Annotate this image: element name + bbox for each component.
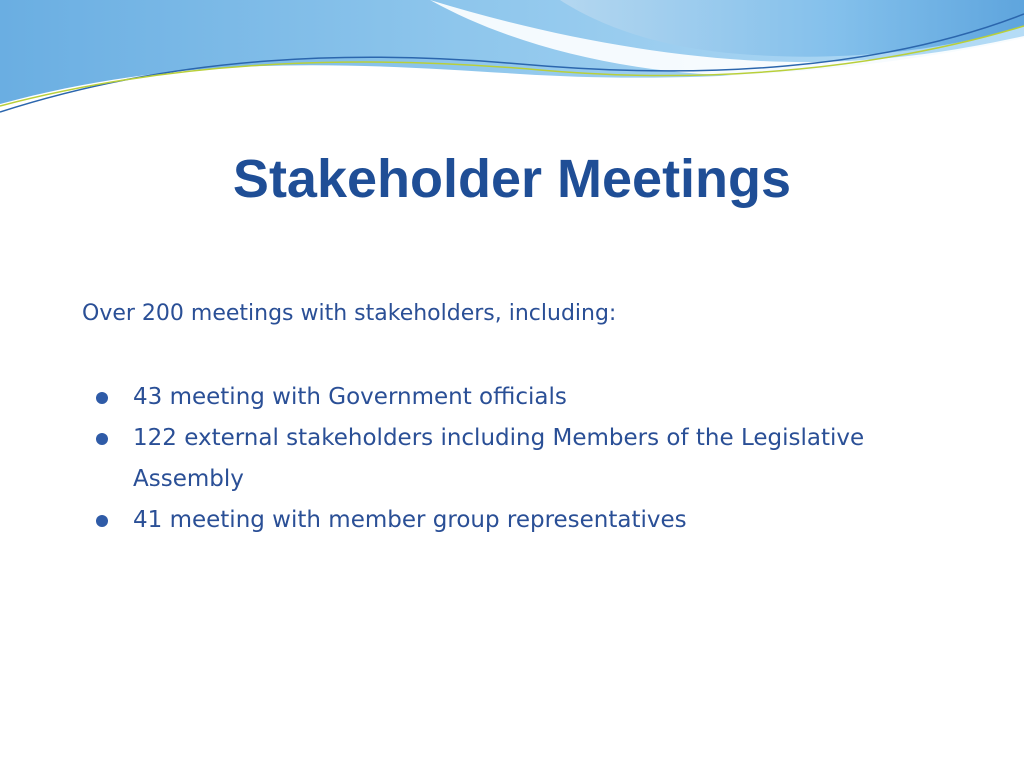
bullet-dot-icon	[96, 433, 108, 445]
list-item	[82, 377, 942, 418]
bullet-dot-icon	[96, 392, 108, 404]
wave-header-decoration	[0, 0, 1024, 130]
list-item	[82, 500, 942, 541]
intro-text: Over 200 meetings with stakeholders, including:	[82, 301, 617, 326]
list-item	[82, 418, 942, 500]
slide-title: Stakeholder Meetings	[232, 149, 792, 209]
bullet-list	[82, 377, 942, 541]
bullet-text: 122 external stakeholders including Members of the Legislative Assembly	[133, 425, 865, 492]
bullet-dot-icon	[96, 515, 108, 527]
bullet-text: 41 meeting with member group representatives	[133, 507, 687, 533]
bullet-text: 43 meeting with Government officials	[133, 384, 567, 410]
